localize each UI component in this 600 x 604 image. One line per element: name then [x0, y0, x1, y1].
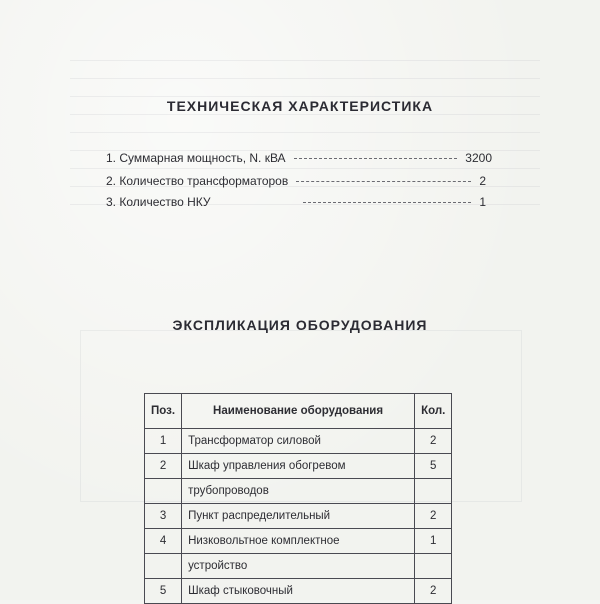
row-pos: 4 [145, 529, 182, 554]
table-row-continuation [145, 554, 452, 579]
spec-label: 2. Количество трансформаторов [106, 174, 289, 188]
specs-title: ТЕХНИЧЕСКАЯ ХАРАКТЕРИСТИКА [166, 98, 434, 114]
spec-row-power [106, 148, 492, 168]
table-row [145, 529, 452, 554]
row-qty-empty [415, 479, 452, 504]
row-qty: 5 [415, 454, 452, 479]
row-name-continued: устройство [182, 554, 415, 579]
row-name: Трансформатор силовой [182, 429, 415, 454]
spec-value: 2 [479, 174, 486, 188]
row-qty: 2 [415, 429, 452, 454]
header-qty: Кол. [415, 394, 452, 429]
row-qty: 1 [415, 529, 452, 554]
table-row [145, 504, 452, 529]
equipment-title: ЭКСПЛИКАЦИЯ ОБОРУДОВАНИЯ [172, 317, 428, 333]
spec-leader-line [303, 202, 472, 203]
table-header-row [145, 394, 452, 429]
row-qty: 2 [415, 579, 452, 604]
row-qty-empty [415, 554, 452, 579]
row-name: Шкаф управления обогревом [182, 454, 415, 479]
spec-row-nku [106, 192, 492, 212]
row-pos: 5 [145, 579, 182, 604]
spec-value: 1 [479, 195, 486, 209]
row-name: Шкаф стыковочный [182, 579, 415, 604]
spec-value: 3200 [465, 151, 492, 165]
equipment-table [144, 393, 452, 604]
table-row-continuation [145, 479, 452, 504]
row-name-continued: трубопроводов [182, 479, 415, 504]
row-qty: 2 [415, 504, 452, 529]
row-pos: 3 [145, 504, 182, 529]
row-name: Низковольтное комплектное [182, 529, 415, 554]
header-pos: Поз. [145, 394, 182, 429]
header-name: Наименование оборудования [182, 394, 415, 429]
row-pos: 2 [145, 454, 182, 479]
table-row [145, 429, 452, 454]
spec-label: 3. Количество НКУ [106, 195, 211, 209]
table-row [145, 454, 452, 479]
spec-leader-line [294, 158, 458, 159]
spec-leader-line [296, 181, 471, 182]
spec-label: 1. Суммарная мощность, N. кВА [106, 151, 286, 165]
spec-row-transformers [106, 171, 492, 191]
row-name: Пункт распределительный [182, 504, 415, 529]
row-pos-empty [145, 554, 182, 579]
row-pos: 1 [145, 429, 182, 454]
row-pos-empty [145, 479, 182, 504]
